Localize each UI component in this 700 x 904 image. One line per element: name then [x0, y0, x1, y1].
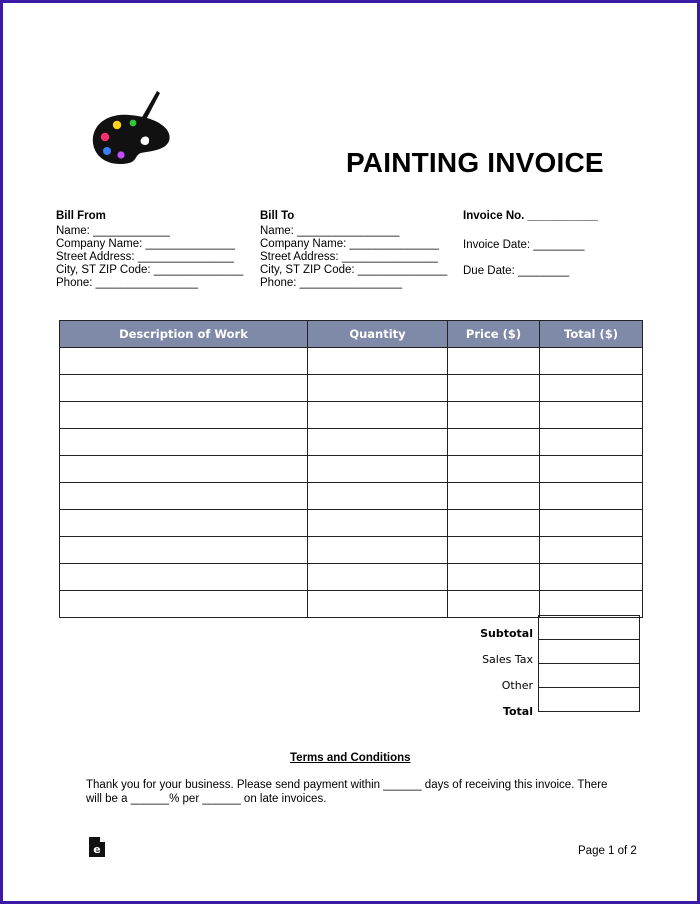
quantity-cell[interactable] [308, 510, 448, 537]
bill-from-heading: Bill From [56, 210, 106, 222]
table-body [60, 348, 643, 618]
total-cell[interactable] [540, 510, 643, 537]
price-cell[interactable] [448, 510, 540, 537]
totals-column [538, 616, 640, 712]
invoice-page [3, 3, 697, 901]
due-date: Due Date: ________ [463, 265, 570, 277]
bill-to-block [260, 210, 447, 290]
invoice-number: Invoice No. ___________ [463, 210, 598, 222]
table-header-row [60, 321, 643, 348]
total-cell[interactable] [540, 564, 643, 591]
document-e-icon [89, 837, 105, 857]
sales-tax-cell [538, 639, 640, 664]
quantity-cell[interactable] [308, 483, 448, 510]
sales-tax-label: Sales Tax [482, 653, 533, 666]
price-cell[interactable] [448, 429, 540, 456]
bill-to-company: Company Name: ______________ [260, 238, 440, 250]
price-cell[interactable] [448, 375, 540, 402]
page-number: Page 1 of 2 [578, 845, 637, 857]
table-row [60, 537, 643, 564]
price-cell[interactable] [448, 537, 540, 564]
quantity-cell[interactable] [308, 402, 448, 429]
description-cell[interactable] [60, 429, 308, 456]
bill-from-block [56, 210, 243, 290]
quantity-cell[interactable] [308, 375, 448, 402]
quantity-cell[interactable] [308, 348, 448, 375]
total-cell[interactable] [540, 483, 643, 510]
total-cell[interactable] [540, 429, 643, 456]
table-row [60, 483, 643, 510]
description-cell[interactable] [60, 402, 308, 429]
table-row [60, 402, 643, 429]
description-cell[interactable] [60, 456, 308, 483]
bill-to-phone: Phone: ________________ [260, 277, 402, 289]
table-row [60, 375, 643, 402]
table-row [60, 510, 643, 537]
table-row [60, 348, 643, 375]
total-cell[interactable] [540, 348, 643, 375]
line-items-table [59, 320, 643, 618]
description-cell[interactable] [60, 564, 308, 591]
total-cell[interactable] [540, 456, 643, 483]
bill-to-city: City, ST ZIP Code: ______________ [260, 264, 448, 276]
description-cell[interactable] [60, 591, 308, 618]
paint-palette-icon [89, 85, 173, 175]
bill-to-name: Name: ________________ [260, 225, 400, 237]
price-cell[interactable] [448, 591, 540, 618]
total-cell[interactable] [540, 402, 643, 429]
table-row [60, 429, 643, 456]
quantity-cell[interactable] [308, 591, 448, 618]
terms-title: Terms and Conditions [290, 752, 411, 764]
description-cell[interactable] [60, 483, 308, 510]
bill-from-name: Name: ____________ [56, 225, 170, 237]
subtotal-cell [538, 615, 640, 640]
price-cell[interactable] [448, 402, 540, 429]
other-cell [538, 663, 640, 688]
invoice-meta-block [463, 210, 598, 223]
quantity-cell[interactable] [308, 564, 448, 591]
bill-to-street: Street Address: _______________ [260, 251, 438, 263]
total-cell[interactable] [540, 537, 643, 564]
total-cell[interactable] [540, 375, 643, 402]
bill-from-street: Street Address: _______________ [56, 251, 234, 263]
invoice-date: Invoice Date: ________ [463, 239, 585, 251]
description-cell[interactable] [60, 537, 308, 564]
quantity-cell[interactable] [308, 429, 448, 456]
total-cell [538, 687, 640, 712]
price-cell[interactable] [448, 348, 540, 375]
col-price: Price ($) [448, 321, 540, 348]
svg-text:e: e [93, 843, 101, 856]
description-cell[interactable] [60, 510, 308, 537]
col-total: Total ($) [540, 321, 643, 348]
bill-to-heading: Bill To [260, 210, 295, 222]
quantity-cell[interactable] [308, 456, 448, 483]
table-row [60, 564, 643, 591]
terms-text: Thank you for your business. Please send payment within ______ days of receiving this invoice. There will be a ______% per ______ on late invoices. [86, 779, 608, 805]
price-cell[interactable] [448, 456, 540, 483]
table-row [60, 591, 643, 618]
other-label: Other [501, 679, 533, 692]
description-cell[interactable] [60, 375, 308, 402]
total-label: Total [502, 705, 533, 718]
bill-from-company: Company Name: ______________ [56, 238, 236, 250]
bill-from-city: City, ST ZIP Code: ______________ [56, 264, 244, 276]
quantity-cell[interactable] [308, 537, 448, 564]
bill-from-phone: Phone: ________________ [56, 277, 198, 289]
table-row [60, 456, 643, 483]
price-cell[interactable] [448, 564, 540, 591]
col-quantity: Quantity [308, 321, 448, 348]
total-cell[interactable] [540, 591, 643, 618]
col-description: Description of Work [60, 321, 308, 348]
invoice-title: PAINTING INVOICE [346, 147, 604, 178]
subtotal-label: Subtotal [480, 627, 533, 640]
description-cell[interactable] [60, 348, 308, 375]
price-cell[interactable] [448, 483, 540, 510]
